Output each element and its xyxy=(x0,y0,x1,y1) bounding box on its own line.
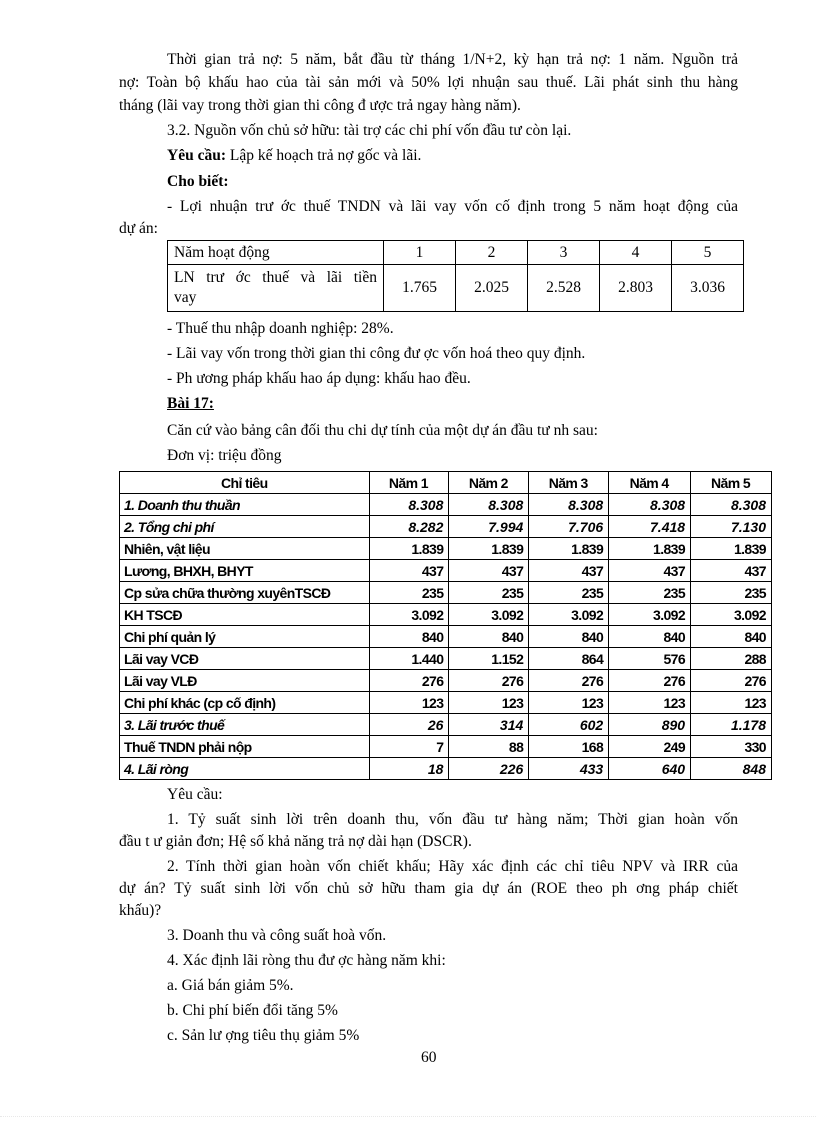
row-value: 840 xyxy=(691,626,772,648)
row-value: 7 xyxy=(369,736,449,758)
row-value: 1.839 xyxy=(691,538,772,560)
row-value: 88 xyxy=(449,736,529,758)
requirement-label: Yêu cầu: xyxy=(167,147,226,164)
note-tax: - Thuế thu nhập doanh nghiệp: 28%. xyxy=(167,320,394,337)
row-value: 3.092 xyxy=(449,604,529,626)
row-value: 314 xyxy=(449,714,529,736)
row-value: 1.839 xyxy=(609,538,691,560)
row-value: 437 xyxy=(691,560,772,582)
row-value: 576 xyxy=(609,648,691,670)
row-value: 276 xyxy=(449,670,529,692)
profit-table-year: 5 xyxy=(672,241,744,265)
given-label: Cho biết: xyxy=(167,173,229,190)
footer-divider xyxy=(0,1116,816,1117)
row-value: 1.152 xyxy=(449,648,529,670)
question-4a: a. Giá bán giảm 5%. xyxy=(167,977,294,994)
profit-table-value: 2.803 xyxy=(600,265,672,312)
row-value: 123 xyxy=(529,692,609,714)
note-depreciation: - Ph ương pháp khấu hao áp dụng: khấu hao đều. xyxy=(167,370,471,387)
row-label: Lãi vay VCĐ xyxy=(120,648,370,670)
page-number: 60 xyxy=(421,1049,437,1066)
table-row xyxy=(120,714,772,736)
row-value: 276 xyxy=(691,670,772,692)
row-value: 235 xyxy=(529,582,609,604)
profit-table-year: 4 xyxy=(600,241,672,265)
row-value: 123 xyxy=(369,692,449,714)
profit-table-row-label xyxy=(168,265,384,312)
row-label: Nhiên, vật liệu xyxy=(120,538,370,560)
row-value: 7.418 xyxy=(609,516,691,538)
row-label: Thuế TNDN phải nộp xyxy=(120,736,370,758)
table-row xyxy=(120,494,772,516)
row-value: 235 xyxy=(369,582,449,604)
row-value: 123 xyxy=(609,692,691,714)
intro-line-3: tháng (lãi vay trong thời gian thi công đ ược trả ngay hàng năm). xyxy=(119,97,521,114)
row-value: 840 xyxy=(369,626,449,648)
row-value: 235 xyxy=(691,582,772,604)
row-value: 288 xyxy=(691,648,772,670)
row-value: 226 xyxy=(449,758,529,780)
profit-table-value: 1.765 xyxy=(384,265,456,312)
table-row xyxy=(120,670,772,692)
table-row xyxy=(120,538,772,560)
profit-table-header-label: Năm hoạt động xyxy=(168,241,384,265)
profit-table-row-label-line-2: vay xyxy=(174,289,197,306)
table-row xyxy=(120,736,772,758)
row-label: 2. Tổng chi phí xyxy=(120,516,370,538)
row-value: 437 xyxy=(369,560,449,582)
row-value: 864 xyxy=(529,648,609,670)
requirement-text: Lập kế hoạch trả nợ gốc và lãi. xyxy=(229,147,422,164)
row-label: 1. Doanh thu thuần xyxy=(120,494,370,516)
row-label: 3. Lãi trước thuế xyxy=(120,714,370,736)
row-label: 4. Lãi ròng xyxy=(120,758,370,780)
row-value: 602 xyxy=(529,714,609,736)
question-1-line-1: 1. Tỷ suất sinh lời trên doanh thu, vốn đầu tư hàng năm; Thời gian hoàn vốn xyxy=(167,811,738,828)
row-label: Chi phí khác (cp cố định) xyxy=(120,692,370,714)
profit-table-row-label-line-1: LN trư ớc thuế và lãi tiền xyxy=(174,269,377,286)
row-value: 330 xyxy=(691,736,772,758)
row-value: 168 xyxy=(529,736,609,758)
balance-table-header-cell: Năm 1 xyxy=(369,472,449,494)
row-value: 1.440 xyxy=(369,648,449,670)
balance-table xyxy=(119,471,772,780)
question-4b: b. Chi phí biến đổi tăng 5% xyxy=(167,1002,338,1019)
question-2-line-3: khấu)? xyxy=(119,902,162,919)
table-row xyxy=(120,648,772,670)
row-value: 3.092 xyxy=(529,604,609,626)
profit-table-year: 3 xyxy=(528,241,600,265)
row-value: 840 xyxy=(609,626,691,648)
row-value: 7.706 xyxy=(529,516,609,538)
profit-table-header-row xyxy=(168,241,744,265)
intro-line-2: nợ: Toàn bộ khấu hao của tài sản mới và 50% lợi nhuận sau thuế. Lãi phát sinh thu hàng xyxy=(119,74,738,91)
row-label: KH TSCĐ xyxy=(120,604,370,626)
row-value: 3.092 xyxy=(369,604,449,626)
table-row xyxy=(120,626,772,648)
row-value: 1.839 xyxy=(529,538,609,560)
row-value: 8.308 xyxy=(529,494,609,516)
table-row xyxy=(120,604,772,626)
balance-table-header-cell: Năm 3 xyxy=(529,472,609,494)
row-value: 249 xyxy=(609,736,691,758)
table-row xyxy=(120,758,772,780)
note-interest: - Lãi vay vốn trong thời gian thi công đư ợc vốn hoá theo quy định. xyxy=(167,345,586,362)
row-value: 1.178 xyxy=(691,714,772,736)
question-3: 3. Doanh thu và công suất hoà vốn. xyxy=(167,927,387,944)
row-value: 1.839 xyxy=(449,538,529,560)
row-value: 123 xyxy=(449,692,529,714)
row-value: 26 xyxy=(369,714,449,736)
row-value: 8.308 xyxy=(609,494,691,516)
row-value: 8.308 xyxy=(691,494,772,516)
row-value: 640 xyxy=(609,758,691,780)
profit-table-value-row xyxy=(168,265,744,312)
question-2-line-1: 2. Tính thời gian hoàn vốn chiết khấu; Hãy xác định các chỉ tiêu NPV và IRR của xyxy=(167,858,738,875)
row-value: 848 xyxy=(691,758,772,780)
balance-table-header-cell: Năm 4 xyxy=(609,472,691,494)
row-value: 1.839 xyxy=(369,538,449,560)
table-row xyxy=(120,582,772,604)
row-value: 437 xyxy=(609,560,691,582)
balance-table-header-cell: Năm 2 xyxy=(449,472,529,494)
row-value: 437 xyxy=(449,560,529,582)
question-4: 4. Xác định lãi ròng thu đư ợc hàng năm khi: xyxy=(167,952,446,969)
profit-table-year: 2 xyxy=(456,241,528,265)
table-row xyxy=(120,560,772,582)
row-value: 276 xyxy=(369,670,449,692)
question-1-line-2: đầu t ư giản đơn; Hệ số khả năng trả nợ dài hạn (DSCR). xyxy=(119,833,472,850)
intro-line-4: 3.2. Nguồn vốn chủ sở hữu: tài trợ các chi phí vốn đầu tư còn lại. xyxy=(167,122,572,139)
row-value: 235 xyxy=(609,582,691,604)
row-value: 890 xyxy=(609,714,691,736)
row-value: 3.092 xyxy=(609,604,691,626)
row-label: Cp sửa chữa thường xuyênTSCĐ xyxy=(120,582,370,604)
requirement-line xyxy=(167,146,421,166)
profit-table-value: 3.036 xyxy=(672,265,744,312)
given-line-2: dự án: xyxy=(119,220,158,237)
table-row xyxy=(120,516,772,538)
table-row xyxy=(120,692,772,714)
section-intro: Căn cứ vào bảng cân đối thu chi dự tính của một dự án đầu tư nh sau: xyxy=(167,422,598,439)
row-label: Chi phí quản lý xyxy=(120,626,370,648)
row-value: 276 xyxy=(529,670,609,692)
question-2-line-2: dự án? Tỷ suất sinh lời vốn chủ sở hữu tham gia dự án (ROE theo ph ơng pháp chiết xyxy=(119,880,738,897)
row-value: 437 xyxy=(529,560,609,582)
requirements-label: Yêu cầu: xyxy=(167,786,223,803)
section-title: Bài 17: xyxy=(167,395,214,412)
question-4c: c. Sản lư ợng tiêu thụ giảm 5% xyxy=(167,1027,360,1044)
given-line-1: - Lợi nhuận trư ớc thuế TNDN và lãi vay vốn cố định trong 5 năm hoạt động của xyxy=(167,198,738,215)
row-value: 7.994 xyxy=(449,516,529,538)
row-value: 8.282 xyxy=(369,516,449,538)
intro-line-1: Thời gian trả nợ: 5 năm, bắt đầu từ tháng 1/N+2, kỳ hạn trả nợ: 1 năm. Nguồn trả xyxy=(167,51,738,68)
row-value: 235 xyxy=(449,582,529,604)
row-value: 840 xyxy=(449,626,529,648)
profit-table xyxy=(167,240,744,312)
row-label: Lương, BHXH, BHYT xyxy=(120,560,370,582)
profit-table-value: 2.025 xyxy=(456,265,528,312)
row-value: 3.092 xyxy=(691,604,772,626)
row-label: Lãi vay VLĐ xyxy=(120,670,370,692)
row-value: 433 xyxy=(529,758,609,780)
balance-table-header-cell: Chỉ tiêu xyxy=(120,472,370,494)
balance-table-header-cell: Năm 5 xyxy=(691,472,772,494)
balance-table-header-row xyxy=(120,472,772,494)
profit-table-value: 2.528 xyxy=(528,265,600,312)
unit-label: Đơn vị: triệu đồng xyxy=(167,447,282,464)
row-value: 276 xyxy=(609,670,691,692)
row-value: 123 xyxy=(691,692,772,714)
profit-table-year: 1 xyxy=(384,241,456,265)
row-value: 8.308 xyxy=(449,494,529,516)
row-value: 7.130 xyxy=(691,516,772,538)
row-value: 840 xyxy=(529,626,609,648)
row-value: 18 xyxy=(369,758,449,780)
row-value: 8.308 xyxy=(369,494,449,516)
